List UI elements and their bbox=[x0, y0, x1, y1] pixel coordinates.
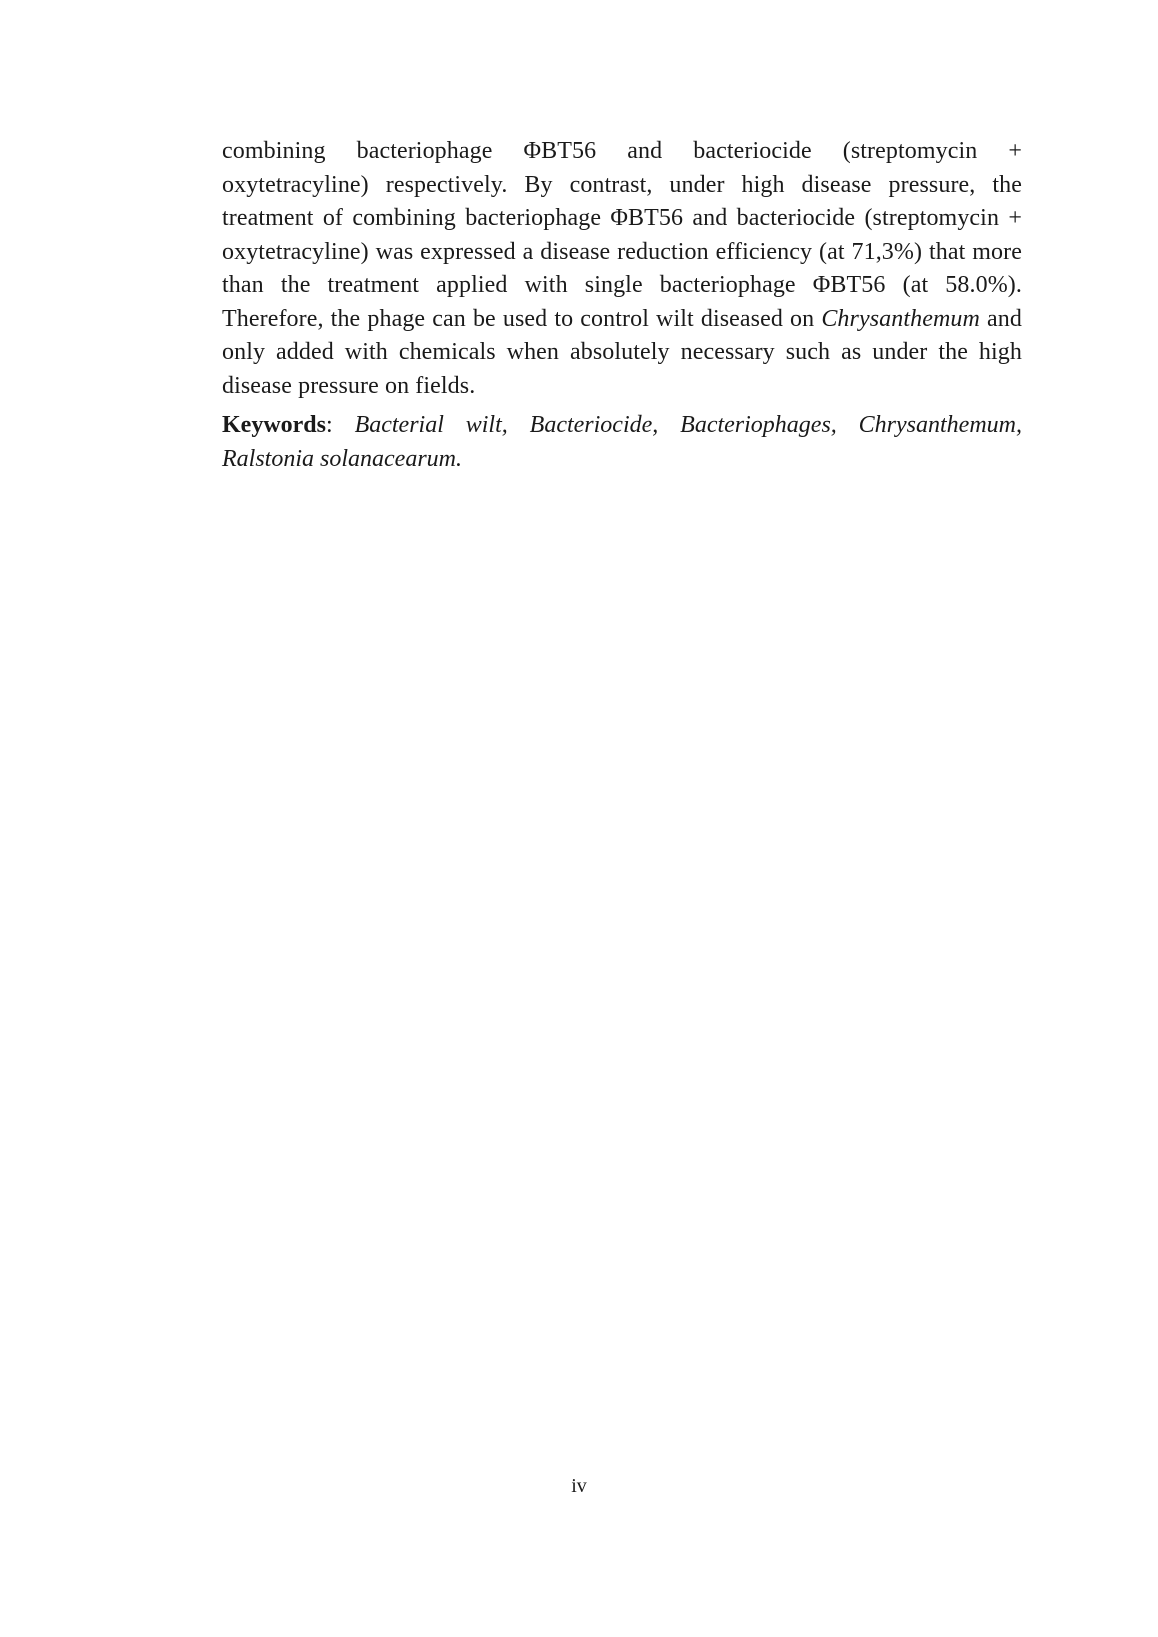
abstract-text-part2: and only added with chemicals when absolutely necessary such as under the high disease pressure on fields. bbox=[222, 305, 1022, 399]
keywords-list: Bacterial wilt, Bacteriocide, Bacteriophages, Chrysanthemum, Ralstonia solanacearum. bbox=[222, 412, 1023, 472]
abstract-paragraph bbox=[222, 135, 1022, 403]
keywords-line bbox=[222, 409, 1022, 476]
abstract-text-part1: combining bacteriophage ΦBT56 and bacteriocide (streptomycin + oxytetracyline) respectively. By contrast, under high disease pressure, the treatment of combining bacteriophage ΦBT56 and bacteriocide (streptomycin + oxytetracyline) was expressed a disease reduction efficiency (at 71,3%) that more than the treatment applied with single bacteriophage ΦBT56 (at 58.0%). Therefore, the phage can be used to control wilt diseased on bbox=[222, 138, 1022, 332]
page-number: iv bbox=[571, 1475, 587, 1497]
abstract-text-species: Chrysanthemum bbox=[821, 305, 980, 332]
abstract-body bbox=[222, 135, 1022, 476]
keywords-separator: : bbox=[326, 412, 355, 438]
keywords-label: Keywords bbox=[222, 412, 326, 438]
